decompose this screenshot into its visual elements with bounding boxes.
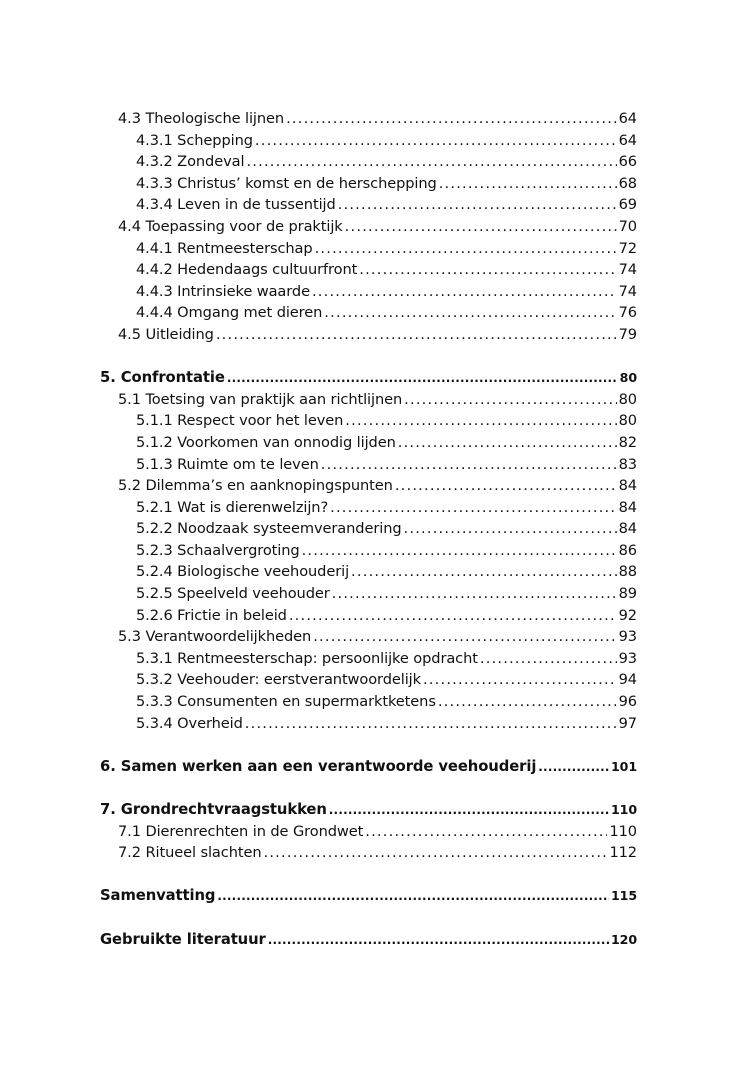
dot-leader xyxy=(324,302,616,324)
toc-chapter-label: 7. Grondrechtvraagstukken xyxy=(100,801,327,818)
toc-entry-page: 110 xyxy=(609,822,637,840)
toc-entry-label: 4.3.3 Christus’ komst en de herschepping xyxy=(136,174,437,192)
toc-entry-page: 79 xyxy=(618,325,637,343)
table-of-contents xyxy=(0,108,738,950)
toc-entry-5-2-1 xyxy=(136,497,637,519)
spacer xyxy=(0,346,738,368)
toc-entry-label: 5.3 Verantwoordelijkheden xyxy=(118,628,312,646)
toc-entry-label: 4.4.2 Hedendaags cultuurfront xyxy=(136,261,358,279)
dot-leader xyxy=(302,540,617,562)
dot-leader xyxy=(395,475,617,497)
toc-entry-page: 94 xyxy=(618,671,637,689)
spacer xyxy=(0,734,738,756)
toc-entry-label: 4.4 Toepassing voor de praktijk xyxy=(118,217,343,235)
toc-entry-page: 66 xyxy=(618,153,637,171)
toc-entry-4-4-4 xyxy=(136,302,637,324)
toc-chapter-page: 120 xyxy=(611,931,637,947)
toc-chapter-samenvatting xyxy=(100,885,637,907)
dot-leader xyxy=(332,583,617,605)
toc-entry-label: 5.2 Dilemma’s en aanknopingspunten xyxy=(118,477,393,495)
toc-chapter-5 xyxy=(100,367,637,389)
toc-entry-page: 83 xyxy=(618,455,637,473)
toc-entry-page: 89 xyxy=(618,585,637,603)
toc-entry-page: 80 xyxy=(618,412,637,430)
dot-leader xyxy=(313,626,616,648)
toc-entry-5-3 xyxy=(118,626,637,648)
toc-entry-label: 5.2.2 Noodzaak systeemverandering xyxy=(136,520,402,538)
toc-entry-4-4-2 xyxy=(136,259,637,281)
toc-entry-5-3-2 xyxy=(136,669,637,691)
spacer xyxy=(0,864,738,886)
dot-leader xyxy=(338,194,617,216)
toc-entry-label: 5.3.1 Rentmeesterschap: persoonlijke opdracht xyxy=(136,649,478,667)
toc-entry-page: 76 xyxy=(618,304,637,322)
dot-leader xyxy=(404,518,617,540)
dot-leader xyxy=(227,368,618,390)
toc-entry-5-1 xyxy=(118,389,637,411)
toc-entry-page: 70 xyxy=(618,217,637,235)
dot-leader xyxy=(255,130,617,152)
spacer xyxy=(0,777,738,799)
toc-entry-page: 93 xyxy=(618,628,637,646)
toc-entry-7-1 xyxy=(118,821,637,843)
dot-leader xyxy=(264,842,608,864)
toc-entry-label: 5.2.4 Biologische veehouderij xyxy=(136,563,350,581)
spacer xyxy=(0,907,738,929)
toc-entry-5-3-4 xyxy=(136,713,637,735)
toc-entry-page: 64 xyxy=(618,110,637,127)
toc-entry-page: 80 xyxy=(618,390,637,408)
dot-leader xyxy=(329,800,609,822)
dot-leader xyxy=(439,173,617,195)
toc-entry-label: 4.3.1 Schepping xyxy=(136,131,253,149)
toc-entry-page: 84 xyxy=(618,520,637,538)
toc-entry-label: 4.4.1 Rentmeesterschap xyxy=(136,239,313,257)
toc-entry-5-2-4 xyxy=(136,561,637,583)
dot-leader xyxy=(365,821,607,843)
toc-entry-label: 5.2.5 Speelveld veehouder xyxy=(136,585,330,603)
toc-entry-label: 5.2.3 Schaalvergroting xyxy=(136,541,300,559)
toc-entry-page: 92 xyxy=(618,606,637,624)
toc-entry-page: 96 xyxy=(618,693,637,711)
dot-leader xyxy=(268,930,609,952)
toc-chapter-7 xyxy=(100,799,637,821)
toc-entry-label: 7.1 Dierenrechten in de Grondwet xyxy=(118,822,364,840)
toc-entry-4-3 xyxy=(118,108,637,130)
toc-entry-page: 72 xyxy=(618,239,637,257)
toc-chapter-label: Samenvatting xyxy=(100,887,216,905)
toc-chapter-page: 80 xyxy=(619,370,637,386)
toc-entry-label: 4.3 Theologische lijnen xyxy=(118,110,285,127)
toc-chapter-label: 5. Confrontatie xyxy=(100,369,225,387)
toc-entry-page: 74 xyxy=(618,282,637,300)
toc-entry-label: 5.1.3 Ruimte om te leven xyxy=(136,455,319,473)
dot-leader xyxy=(245,713,617,735)
toc-entry-4-4-3 xyxy=(136,281,637,303)
toc-chapter-label: 6. Samen werken aan een verantwoorde veehouderij xyxy=(100,757,537,775)
dot-leader xyxy=(216,324,617,346)
toc-entry-label: 5.3.2 Veehouder: eerstverantwoordelijk xyxy=(136,671,421,689)
dot-leader xyxy=(315,238,617,260)
dot-leader xyxy=(330,497,617,519)
dot-leader xyxy=(438,691,617,713)
toc-entry-page: 82 xyxy=(618,433,637,451)
toc-entry-5-3-3 xyxy=(136,691,637,713)
dot-leader xyxy=(538,757,609,779)
toc-entry-page: 93 xyxy=(618,649,637,667)
toc-entry-label: 4.5 Uitleiding xyxy=(118,325,214,343)
toc-entry-label: 5.2.1 Wat is dierenwelzijn? xyxy=(136,498,329,516)
toc-entry-label: 4.3.4 Leven in de tussentijd xyxy=(136,196,336,214)
toc-entry-label: 7.2 Ritueel slachten xyxy=(118,844,262,862)
toc-entry-5-1-1 xyxy=(136,410,637,432)
toc-entry-label: 4.4.4 Omgang met dieren xyxy=(136,304,323,322)
dot-leader xyxy=(217,886,609,908)
toc-entry-page: 64 xyxy=(618,131,637,149)
dot-leader xyxy=(286,108,617,130)
dot-leader xyxy=(404,389,616,411)
dot-leader xyxy=(480,648,617,670)
dot-leader xyxy=(289,605,617,627)
toc-entry-page: 97 xyxy=(618,714,637,732)
dot-leader xyxy=(312,281,617,303)
toc-entry-5-1-2 xyxy=(136,432,637,454)
toc-chapter-6 xyxy=(100,756,637,778)
toc-entry-5-2-6 xyxy=(136,605,637,627)
toc-entry-label: 5.3.4 Overheid xyxy=(136,714,243,732)
toc-entry-4-4-1 xyxy=(136,238,637,260)
toc-entry-label: 5.1.2 Voorkomen van onnodig lijden xyxy=(136,433,396,451)
toc-entry-5-2-2 xyxy=(136,518,637,540)
toc-entry-4-5 xyxy=(118,324,637,346)
dot-leader xyxy=(246,151,616,173)
toc-entry-page: 68 xyxy=(618,174,637,192)
toc-entry-page: 112 xyxy=(609,844,637,862)
toc-entry-label: 4.3.2 Zondeval xyxy=(136,153,245,171)
toc-chapter-page: 115 xyxy=(611,888,637,904)
toc-chapter-page: 110 xyxy=(611,802,637,817)
toc-entry-label: 5.2.6 Frictie in beleid xyxy=(136,606,287,624)
toc-entry-page: 88 xyxy=(618,563,637,581)
toc-entry-5-2-5 xyxy=(136,583,637,605)
dot-leader xyxy=(398,432,617,454)
toc-entry-5-3-1 xyxy=(136,648,637,670)
toc-entry-page: 84 xyxy=(618,477,637,495)
toc-entry-page: 74 xyxy=(618,261,637,279)
dot-leader xyxy=(345,410,616,432)
toc-entry-page: 86 xyxy=(618,541,637,559)
toc-entry-5-1-3 xyxy=(136,454,637,476)
toc-chapter-literatuur xyxy=(100,929,637,951)
toc-entry-4-3-2 xyxy=(136,151,637,173)
toc-entry-label: 5.1.1 Respect voor het leven xyxy=(136,412,344,430)
dot-leader xyxy=(359,259,616,281)
dot-leader xyxy=(423,669,617,691)
toc-chapter-label: Gebruikte literatuur xyxy=(100,930,266,948)
dot-leader xyxy=(321,454,617,476)
toc-entry-7-2 xyxy=(118,842,637,864)
toc-entry-label: 5.3.3 Consumenten en supermarktketens xyxy=(136,693,436,711)
toc-entry-4-3-3 xyxy=(136,173,637,195)
dot-leader xyxy=(345,216,617,238)
toc-entry-label: 4.4.3 Intrinsieke waarde xyxy=(136,282,310,300)
toc-entry-4-3-4 xyxy=(136,194,637,216)
dot-leader xyxy=(351,561,617,583)
toc-entry-4-3-1 xyxy=(136,130,637,152)
toc-entry-4-4 xyxy=(118,216,637,238)
toc-entry-page: 69 xyxy=(618,196,637,214)
toc-entry-page: 84 xyxy=(618,498,637,516)
toc-entry-label: 5.1 Toetsing van praktijk aan richtlijnen xyxy=(118,390,403,408)
toc-entry-5-2-3 xyxy=(136,540,637,562)
toc-chapter-page: 101 xyxy=(611,758,637,774)
toc-entry-5-2 xyxy=(118,475,637,497)
